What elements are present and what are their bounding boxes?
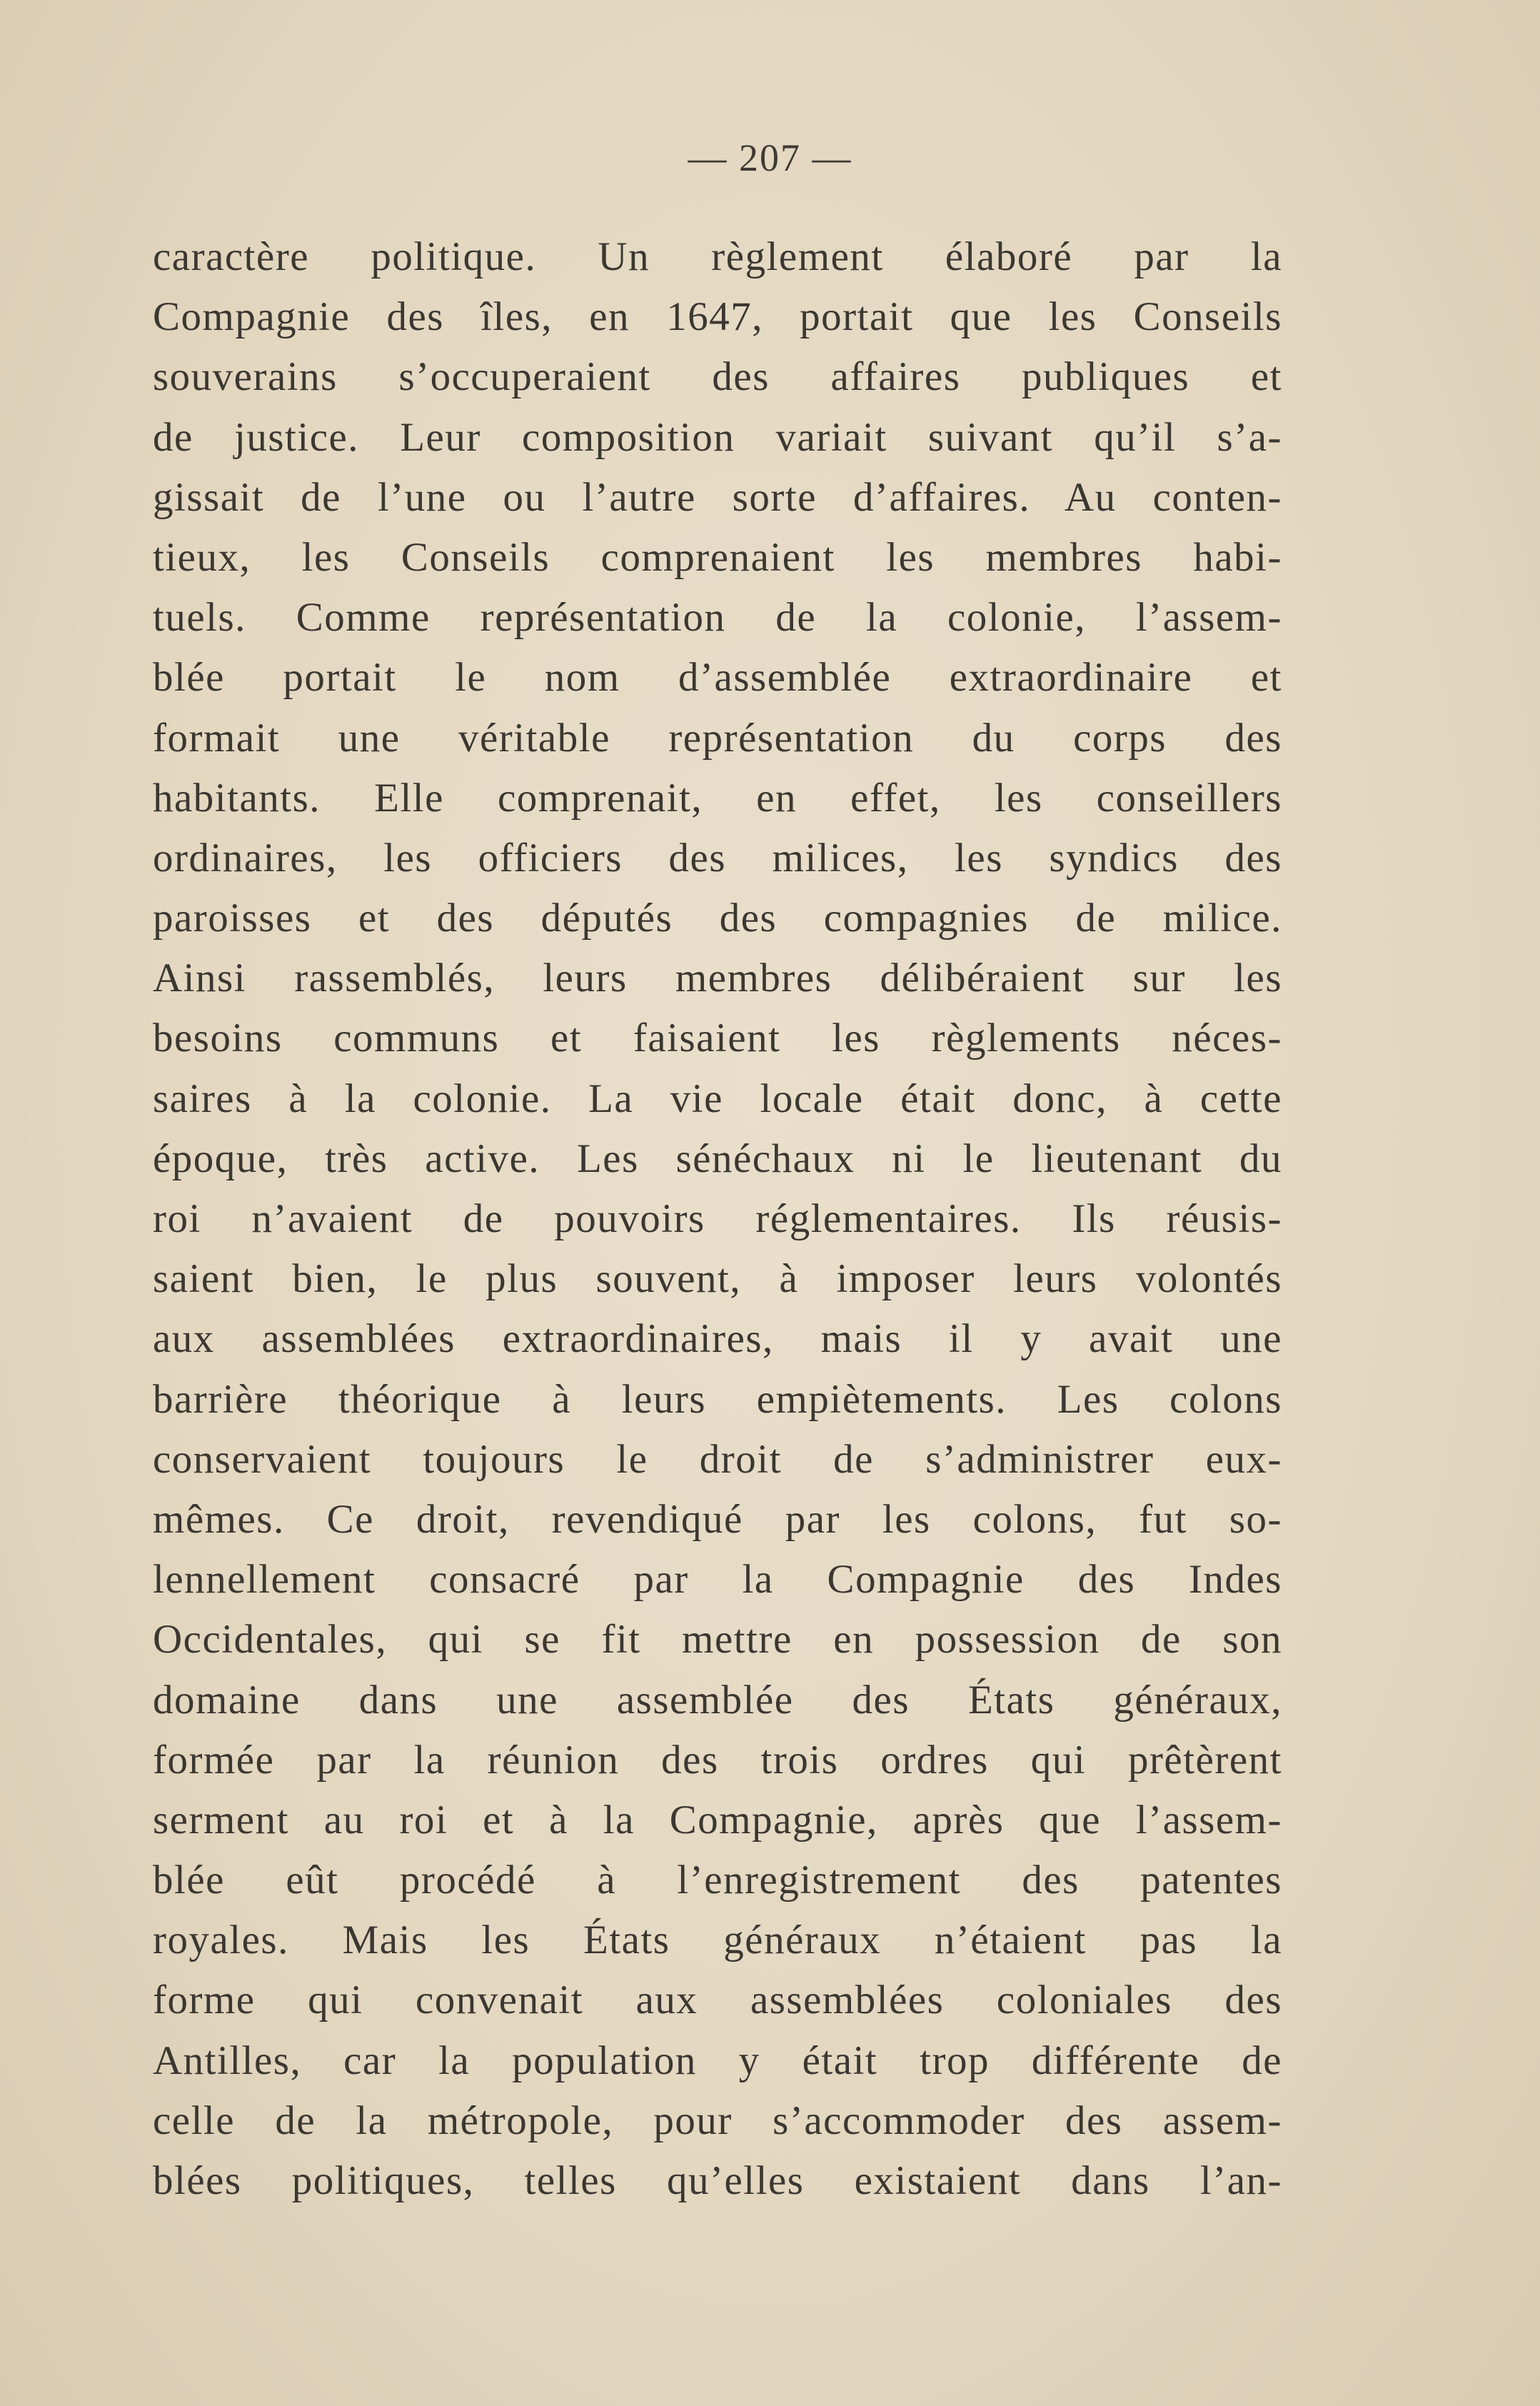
- text-line: blée eût procédé à l’enregistrement des patentes: [153, 1858, 1282, 1903]
- text-line: caractère politique. Un règlement élaboré par la: [153, 234, 1282, 279]
- text-line: blée portait le nom d’assemblée extraordinaire et: [153, 655, 1282, 701]
- text-line: souverains s’occuperaient des affaires publiques et: [153, 354, 1282, 400]
- text-line: blées politiques, telles qu’elles existaient dans l’an-: [153, 2158, 1282, 2203]
- text-line: de justice. Leur composition variait suivant qu’il s’a-: [153, 414, 1282, 460]
- text-line: ordinaires, les officiers des milices, les syndics des: [153, 835, 1282, 881]
- text-line: saires à la colonie. La vie locale était donc, à cette: [153, 1076, 1282, 1121]
- text-line: Occidentales, qui se fit mettre en possession de son: [153, 1617, 1282, 1663]
- text-line: habitants. Elle comprenait, en effet, les conseillers: [153, 775, 1282, 821]
- text-line: royales. Mais les États généraux n’étaient pas la: [153, 1918, 1282, 1963]
- text-line: roi n’avaient de pouvoirs réglementaires. Ils réusis-: [153, 1196, 1282, 1241]
- text-line: forme qui convenait aux assemblées coloniales des: [153, 1978, 1282, 2023]
- text-line: mêmes. Ce droit, revendiqué par les colons, fut so-: [153, 1496, 1282, 1542]
- text-line: besoins communs et faisaient les règlements néces-: [153, 1016, 1282, 1061]
- text-line: époque, très active. Les sénéchaux ni le lieutenant du: [153, 1136, 1282, 1181]
- text-line: domaine dans une assemblée des États généraux,: [153, 1677, 1282, 1723]
- text-line: Compagnie des îles, en 1647, portait que les Conseils: [153, 294, 1282, 340]
- text-line: paroisses et des députés des compagnies de milice.: [153, 896, 1282, 941]
- text-line: serment au roi et à la Compagnie, après que l’assem-: [153, 1797, 1282, 1843]
- text-line: lennellement consacré par la Compagnie des Indes: [153, 1557, 1282, 1603]
- text-line: formée par la réunion des trois ordres qui prêtèrent: [153, 1737, 1282, 1783]
- text-line: Antilles, car la population y était trop différente de: [153, 2037, 1282, 2083]
- text-line: Ainsi rassemblés, leurs membres délibéraient sur les: [153, 956, 1282, 1001]
- text-line: gissait de l’une ou l’autre sorte d’affaires. Au conten-: [153, 474, 1282, 520]
- text-line: barrière théorique à leurs empiètements. Les colons: [153, 1376, 1282, 1422]
- text-line: tieux, les Conseils comprenaient les membres habi-: [153, 534, 1282, 580]
- text-line: aux assemblées extraordinaires, mais il y avait une: [153, 1316, 1282, 1362]
- page-number: — 207 —: [688, 136, 852, 179]
- text-line: formait une véritable représentation du corps des: [153, 715, 1282, 761]
- text-line: celle de la métropole, pour s’accommoder des assem-: [153, 2097, 1282, 2143]
- text-line: saient bien, le plus souvent, à imposer leurs volontés: [153, 1256, 1282, 1302]
- body-text: [153, 227, 1282, 2211]
- text-line: conservaient toujours le droit de s’administrer eux-: [153, 1436, 1282, 1482]
- text-line: tuels. Comme représentation de la colonie, l’assem-: [153, 595, 1282, 641]
